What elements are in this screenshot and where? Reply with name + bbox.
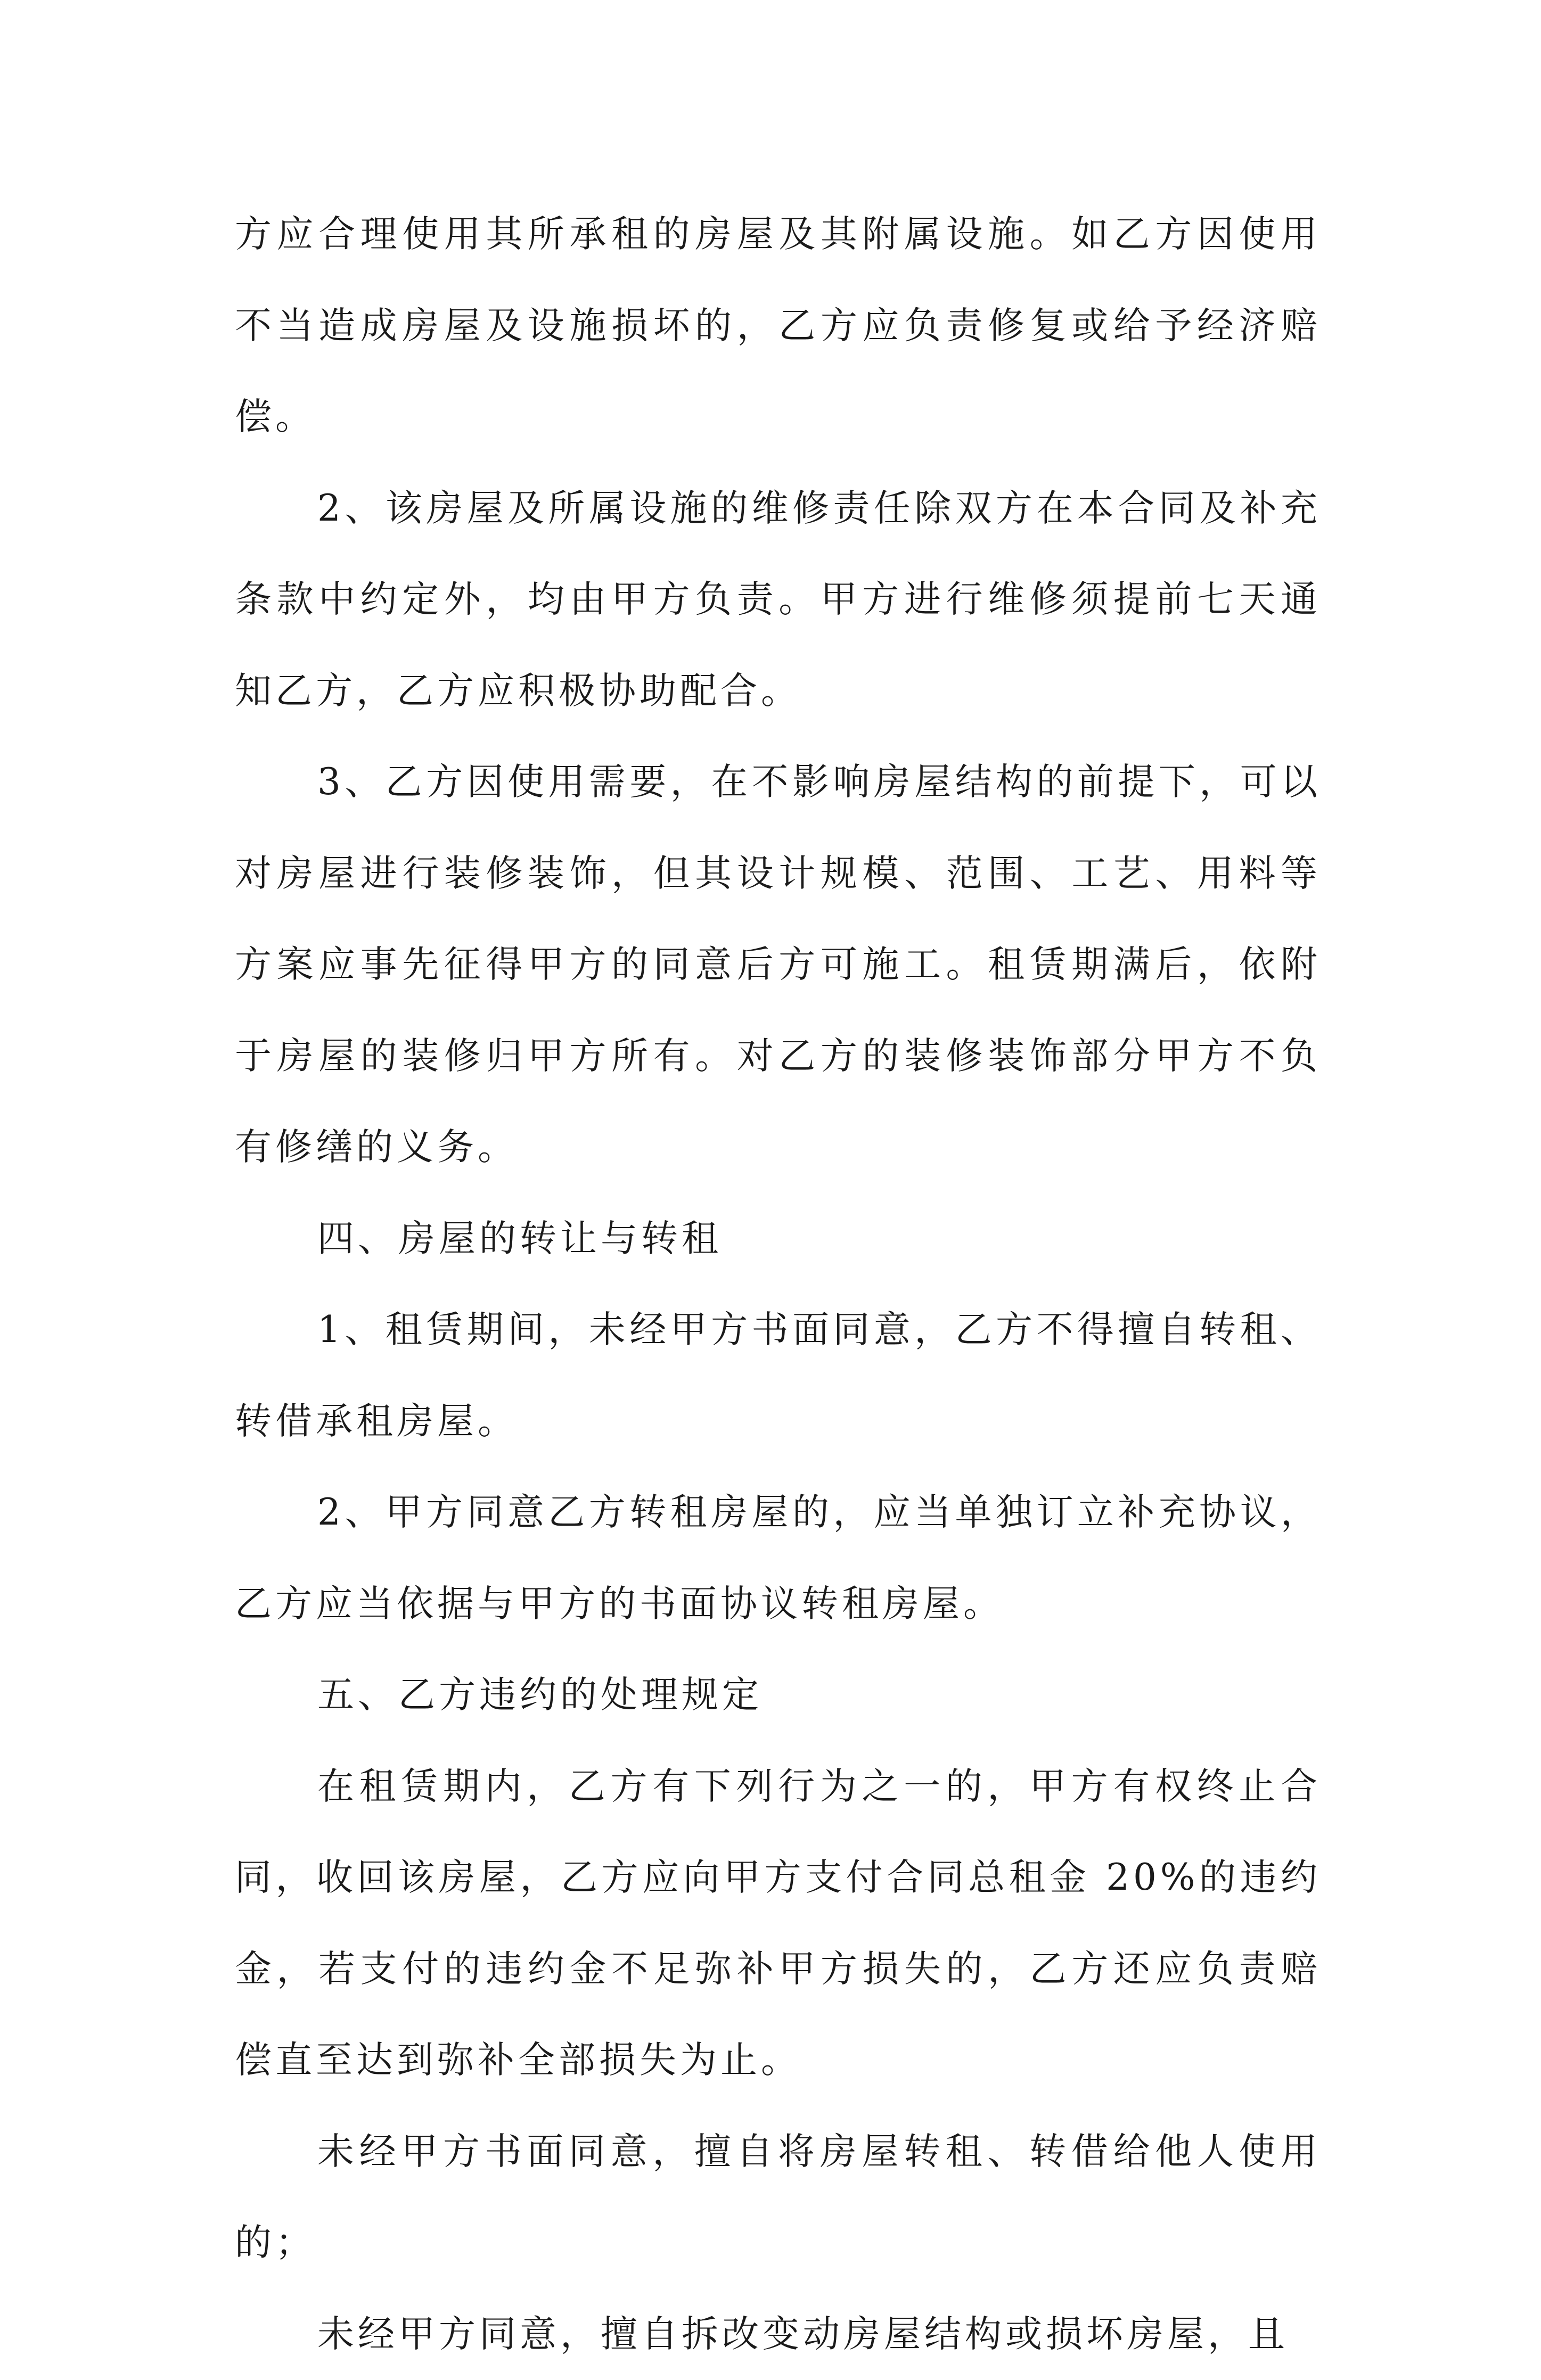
paragraph-sublease-agreement: 2、甲方同意乙方转租房屋的，应当单独订立补充协议，乙方应当依据与甲方的书面协议转租房屋。 xyxy=(235,1467,1321,1650)
section-heading-transfer-sublease: 四、房屋的转让与转租 xyxy=(235,1193,1321,1285)
section-heading-breach: 五、乙方违约的处理规定 xyxy=(235,1650,1321,1741)
paragraph-unauthorized-sublease: 未经甲方书面同意，擅自将房屋转租、转借给他人使用的； xyxy=(235,2106,1321,2289)
paragraph-sublease-consent: 1、租赁期间，未经甲方书面同意，乙方不得擅自转租、转借承租房屋。 xyxy=(235,1284,1321,1467)
document-body xyxy=(235,189,1321,2380)
paragraph-renovation: 3、乙方因使用需要，在不影响房屋结构的前提下，可以对房屋进行装修装饰，但其设计规模、范围、工艺、用料等方案应事先征得甲方的同意后方可施工。租赁期满后，依附于房屋的装修归甲方所有。对乙方的装修装饰部分甲方不负有修缮的义务。 xyxy=(235,737,1321,1193)
paragraph-repair-responsibility: 2、该房屋及所属设施的维修责任除双方在本合同及补充条款中约定外，均由甲方负责。甲方进行维修须提前七天通知乙方，乙方应积极协助配合。 xyxy=(235,463,1321,737)
paragraph-unauthorized-alteration: 未经甲方同意，擅自拆改变动房屋结构或损坏房屋，且 xyxy=(235,2289,1321,2380)
paragraph-termination-penalty: 在租赁期内，乙方有下列行为之一的，甲方有权终止合同，收回该房屋，乙方应向甲方支付合同总租金 20%的违约金，若支付的违约金不足弥补甲方损失的，乙方还应负责赔偿直至达到弥补全部损失为止。 xyxy=(235,1741,1321,2106)
paragraph-maintenance-use: 方应合理使用其所承租的房屋及其附属设施。如乙方因使用不当造成房屋及设施损坏的，乙方应负责修复或给予经济赔偿。 xyxy=(235,189,1321,463)
